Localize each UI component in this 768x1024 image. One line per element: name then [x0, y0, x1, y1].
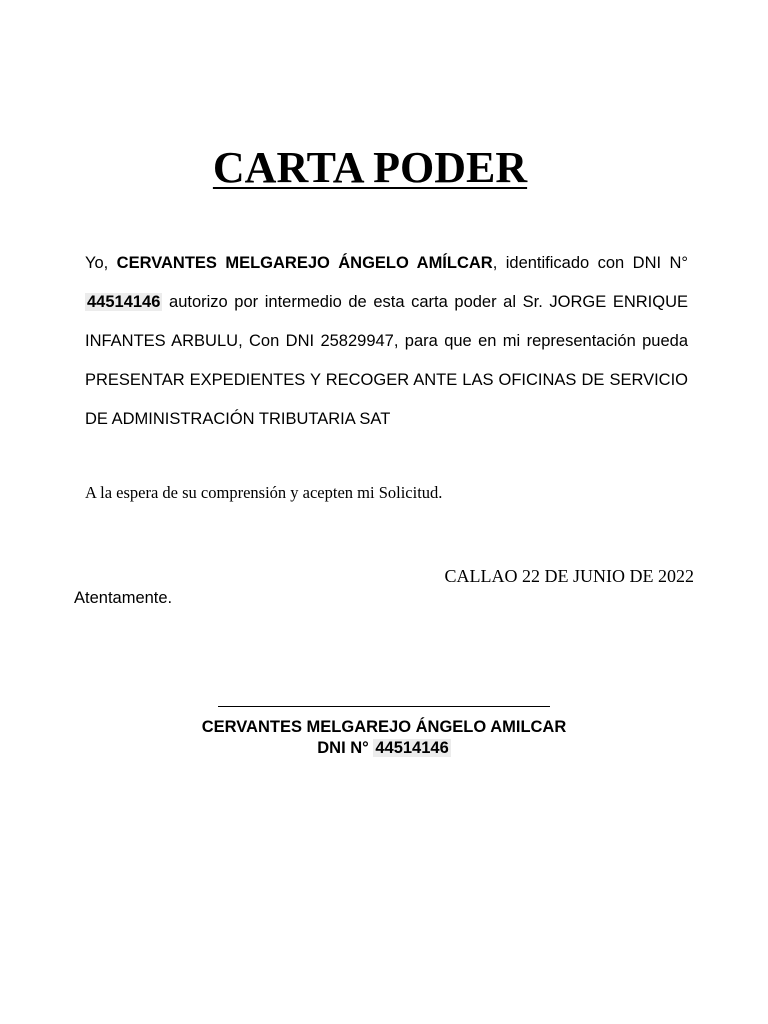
paragraph-rest: autorizo por intermedio de esta carta poder al Sr. JORGE ENRIQUE INFANTES ARBULU, Con DNI 25829947, para que en mi representación pueda PRESENTAR EXPEDIENTES Y RECOGER ANTE LAS OFICINAS DE SERVICIO DE ADMINISTRACIÓN TRIBUTARIA SAT [85, 293, 688, 428]
signature-name: CERVANTES MELGAREJO ÁNGELO AMILCAR [201, 718, 567, 736]
signature-line [218, 706, 550, 707]
authorization-paragraph [85, 244, 688, 439]
farewell: Atentamente. [74, 589, 173, 607]
paragraph-after-name: , identificado con DNI N° [492, 254, 688, 272]
signature-dni: 44514146 [375, 739, 449, 757]
signature-dni-label: DNI N° [317, 739, 374, 757]
grantor-dni: 44514146 [87, 293, 161, 311]
document-title [0, 142, 740, 193]
signature-block [0, 717, 768, 759]
closing-sentence: A la espera de su comprensión y acepten mi Solicitud. [85, 483, 443, 502]
signature-dni-line [0, 738, 768, 759]
paragraph-intro: Yo, [85, 254, 117, 272]
grantor-name: CERVANTES MELGAREJO ÁNGELO AMÍLCAR [116, 254, 493, 272]
place-date: CALLAO 22 DE JUNIO DE 2022 [444, 566, 694, 586]
document-title-text: CARTA PODER [212, 143, 528, 192]
